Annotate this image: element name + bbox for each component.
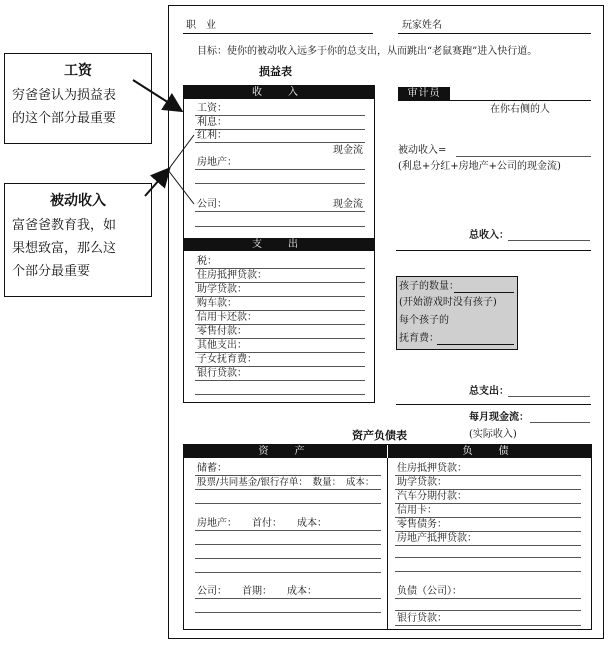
salary-callout-line-2: 的这个部分最重要 (12, 111, 117, 126)
passive-income-label: 被动收入= (398, 145, 447, 156)
liability-item-label: 房地产抵押贷款： (397, 533, 477, 544)
income-item-interest: 利息： (197, 117, 227, 128)
expense-item-label: 信用卡还款： (197, 312, 257, 323)
expense-item-label: 税： (197, 256, 217, 267)
real-estate-income-label: 房地产： (197, 157, 237, 168)
expense-item-label: 其他支出： (197, 340, 247, 351)
liability-item-label: 信用卡： (397, 505, 437, 516)
business-cashflow-label: 现金流 (333, 199, 363, 210)
expense-header: 支 出 (184, 238, 374, 251)
income-item-salary: 工资： (197, 103, 227, 114)
liability-item-label: 零售债务： (397, 519, 447, 530)
liability-item-label: 汽车分期付款： (397, 491, 467, 502)
passive-callout-title: 被动收入 (50, 193, 106, 209)
each-child-label: 每个孩子的 (399, 315, 449, 326)
passive-callout-line-2: 果想致富，那么这 (12, 241, 117, 256)
occupation-label: 职 业 (186, 20, 216, 31)
player-name-label: 玩家姓名 (402, 20, 442, 31)
business-income-label: 公司： (197, 199, 227, 210)
total-expense-label: 总支出： (469, 386, 509, 397)
child-expense-label: 抚育费： (399, 333, 439, 344)
expense-item-label: 助学贷款： (197, 284, 247, 295)
actual-income-note: (实际收入) (469, 429, 517, 440)
children-note: (开始游戏时没有孩子) (399, 297, 497, 308)
auditor-label: 审计员 (398, 87, 450, 100)
expense-item-label: 子女抚育费： (197, 354, 257, 365)
total-income-label: 总收入： (469, 230, 509, 241)
monthly-cashflow-label: 每月现金流： (469, 412, 529, 423)
goal-text: 目标：使你的被动收入远多于你的总支出，从而跳出“老鼠赛跑”进入快行道。 (197, 46, 538, 57)
passive-arrow (145, 170, 168, 196)
liability-item-label: 助学贷款： (397, 477, 447, 488)
assets-header: 资 产 (184, 445, 387, 458)
expense-item-label: 银行贷款： (197, 368, 247, 379)
passive-income-formula: (利息+分红+房地产+公司的现金流) (398, 161, 561, 172)
liabilities-header: 负 债 (388, 445, 591, 458)
bank-loan-label: 银行贷款： (397, 613, 447, 624)
cashflow-label: 现金流 (333, 145, 363, 156)
salary-callout-title: 工资 (64, 63, 92, 79)
income-statement-title: 损益表 (259, 65, 292, 78)
expense-item-label: 购车款： (197, 298, 237, 309)
business-asset-label: 公司： 首期： 成本： (197, 586, 317, 597)
salary-callout-line-1: 穷爸爸认为损益表 (12, 88, 117, 103)
real-estate-asset-label: 房地产： 首付： 成本： (197, 518, 327, 529)
balance-sheet-title: 资产负债表 (352, 429, 407, 442)
salary-arrow (133, 80, 180, 110)
savings-label: 储蓄： (197, 463, 227, 474)
passive-bracket (168, 135, 194, 204)
stocks-label: 股票/共同基金/银行存单： 数量： 成本： (197, 477, 375, 488)
income-item-dividend: 红利： (197, 130, 227, 141)
passive-callout-line-1: 富爸爸教育我，如 (12, 218, 117, 233)
business-liability-label: 负债（公司）： (397, 586, 462, 597)
expense-item-label: 零售付款： (197, 326, 247, 337)
expense-item-label: 住房抵押贷款： (197, 270, 267, 281)
liability-item-label: 住房抵押贷款： (397, 463, 467, 474)
income-header: 收 入 (184, 86, 374, 99)
passive-callout-line-3: 个部分最重要 (12, 264, 91, 279)
auditor-person: 在你右侧的人 (490, 104, 550, 115)
children-count-label: 孩子的数量： (399, 281, 459, 292)
